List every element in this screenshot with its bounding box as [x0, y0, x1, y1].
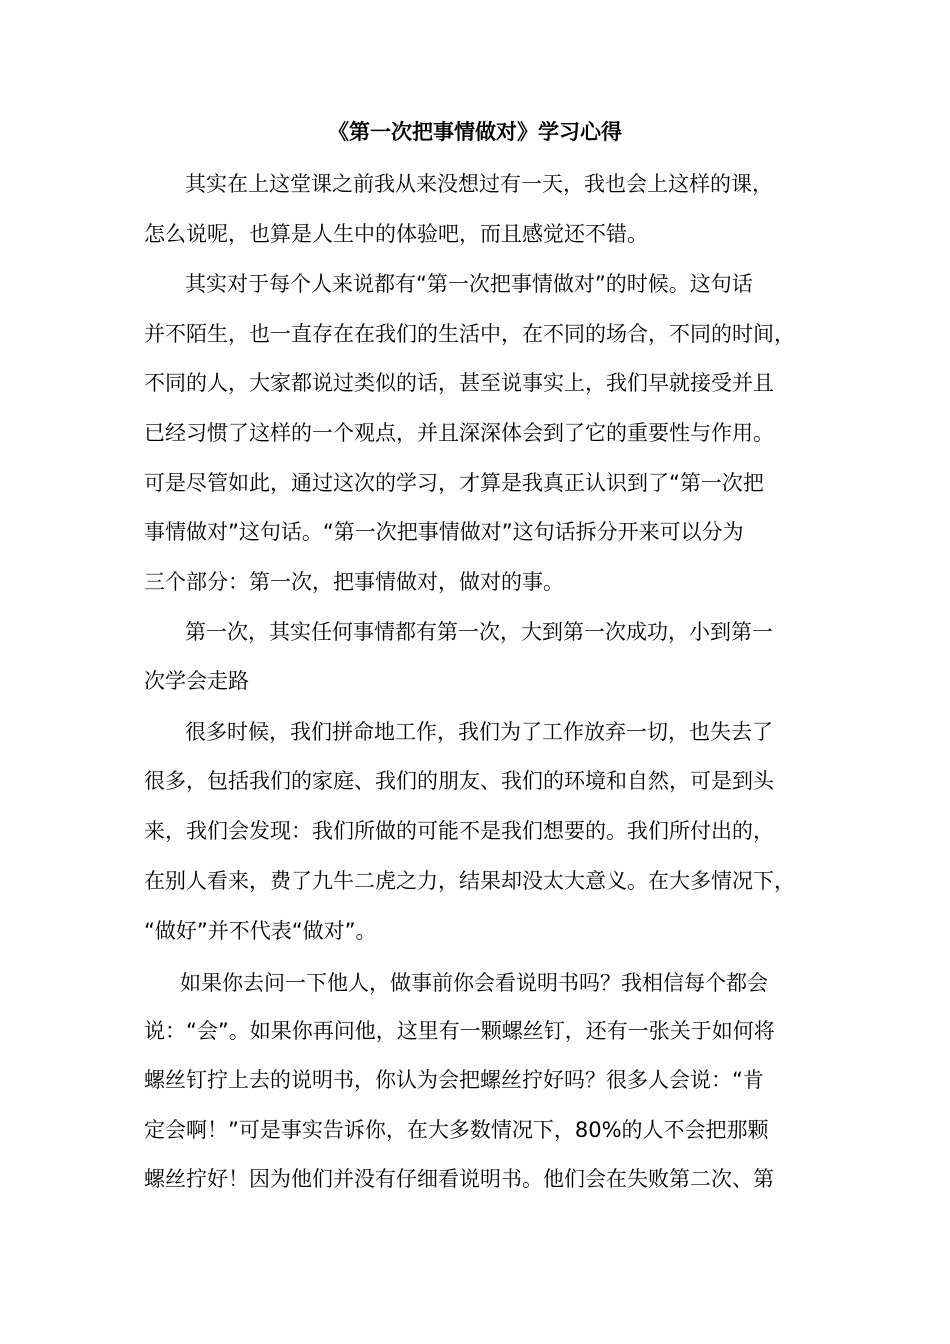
text-line: 说：“会”。如果你再问他，这里有一颗螺丝钉，还有一张关于如何将 — [144, 1019, 775, 1043]
text-line: 事情做对”这句话。“第一次把事情做对”这句话拆分开来可以分为 — [144, 520, 744, 544]
text-line: 来，我们会发现：我们所做的可能不是我们想要的。我们所付出的， — [144, 819, 774, 843]
text-line: 三个部分：第一次，把事情做对，做对的事。 — [144, 570, 564, 594]
text-line: 次学会走路 — [144, 669, 249, 693]
text-line: 已经习惯了这样的一个观点，并且深深体会到了它的重要性与作用。 — [144, 421, 774, 445]
text-line: 螺丝拧好！因为他们并没有仔细看说明书。他们会在失败第二次、第 — [144, 1167, 774, 1191]
text-line: 螺丝钉拧上去的说明书，你认为会把螺丝拧好吗？很多人会说：“肯 — [144, 1068, 764, 1092]
text-line: 可是尽管如此，通过这次的学习，才算是我真正认识到了“第一次把 — [144, 471, 764, 495]
text-line: “做好”并不代表“做对”。 — [144, 919, 377, 943]
text-line: 很多时候，我们拼命地工作，我们为了工作放弃一切，也失去了 — [185, 720, 773, 744]
text-line: 不同的人，大家都说过类似的话，甚至说事实上，我们早就接受并且 — [144, 371, 774, 395]
text-line: 如果你去问一下他人，做事前你会看说明书吗？我相信每个都会 — [180, 971, 768, 995]
text-line: 怎么说呢，也算是人生中的体验吧，而且感觉还不错。 — [144, 222, 648, 246]
text-line: 第一次，其实任何事情都有第一次，大到第一次成功，小到第一 — [185, 620, 773, 644]
text-line: 在别人看来，费了九牛二虎之力，结果却没太大意义。在大多情况下， — [144, 869, 795, 893]
text-line: 其实在上这堂课之前我从来没想过有一天，我也会上这样的课， — [185, 172, 773, 196]
text-line: 其实对于每个人来说都有“第一次把事情做对”的时候。这句话 — [185, 272, 753, 296]
text-line: 并不陌生，也一直存在在我们的生活中，在不同的场合，不同的时间， — [144, 322, 795, 346]
text-line: 定会啊！”可是事实告诉你，在大多数情况下，80%的人不会把那颗 — [144, 1118, 769, 1142]
text-line: 很多，包括我们的家庭、我们的朋友、我们的环境和自然，可是到头 — [144, 769, 774, 793]
document-title: 《第一次把事情做对》学习心得 — [328, 120, 622, 144]
